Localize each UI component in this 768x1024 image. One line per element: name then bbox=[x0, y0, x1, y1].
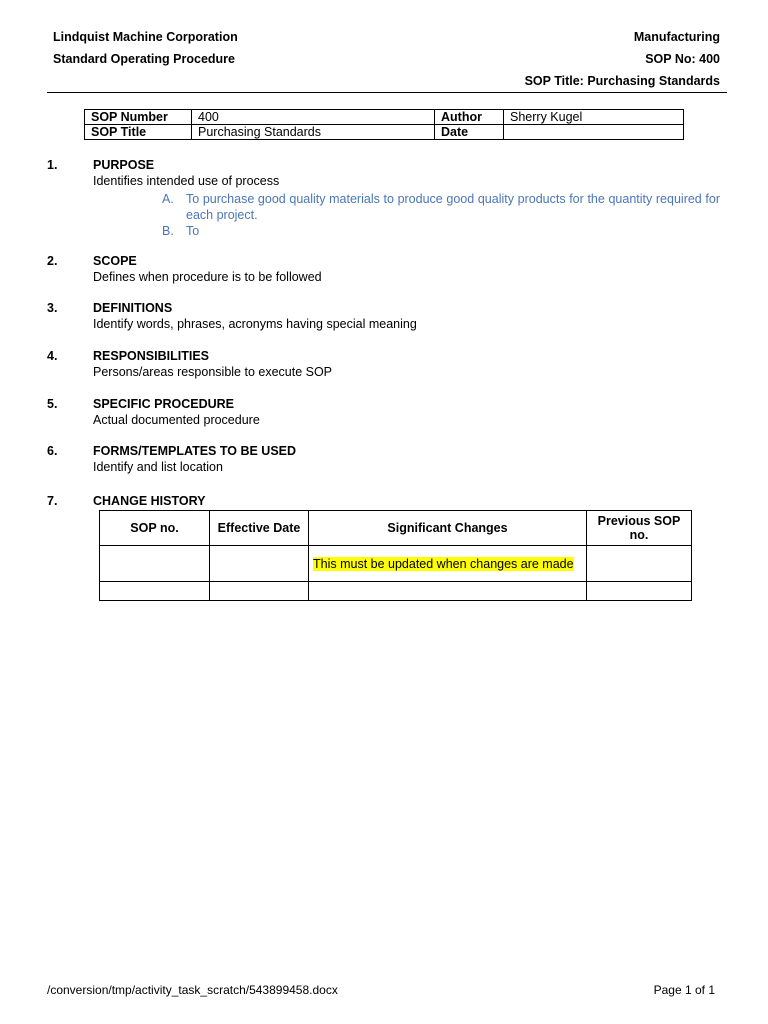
table-cell bbox=[100, 582, 210, 601]
document-type: Standard Operating Procedure bbox=[53, 52, 235, 66]
header-left bbox=[53, 30, 238, 74]
table-cell bbox=[210, 582, 309, 601]
table-cell bbox=[210, 546, 309, 582]
section-description: Identify words, phrases, acronyms having special meaning bbox=[93, 317, 417, 331]
section-title: RESPONSIBILITIES bbox=[93, 349, 209, 363]
purpose-list bbox=[162, 191, 720, 239]
section-title: PURPOSE bbox=[93, 158, 155, 172]
section-description: Actual documented procedure bbox=[93, 413, 260, 427]
sop-title-header: SOP Title: Purchasing Standards bbox=[524, 74, 720, 88]
footer-file-path: /conversion/tmp/activity_task_scratch/543899458.docx bbox=[47, 983, 338, 997]
section-number: 1. bbox=[47, 158, 58, 172]
author-label: Author bbox=[435, 110, 504, 125]
sop-title-value: Purchasing Standards bbox=[192, 125, 435, 140]
section-description: Defines when procedure is to be followed bbox=[93, 270, 322, 284]
column-header: Significant Changes bbox=[309, 511, 587, 546]
list-item bbox=[162, 191, 720, 223]
highlighted-note: This must be updated when changes are made bbox=[313, 556, 574, 571]
table-cell bbox=[587, 582, 692, 601]
section-description: Identify and list location bbox=[93, 460, 223, 474]
section-title: CHANGE HISTORY bbox=[93, 494, 206, 508]
list-item-label: A. bbox=[162, 192, 174, 206]
section-number: 3. bbox=[47, 301, 58, 315]
table-cell bbox=[309, 582, 587, 601]
section-number: 7. bbox=[47, 494, 58, 508]
table-cell bbox=[309, 546, 587, 582]
section-title: DEFINITIONS bbox=[93, 301, 173, 315]
sop-number-header: SOP No: 400 bbox=[645, 52, 720, 66]
header-divider bbox=[47, 92, 727, 93]
column-header: SOP no. bbox=[100, 511, 210, 546]
section-number: 2. bbox=[47, 254, 58, 268]
column-header: Previous SOP no. bbox=[587, 511, 692, 546]
list-item-text: To bbox=[186, 224, 200, 238]
table-cell bbox=[100, 546, 210, 582]
table-row bbox=[100, 546, 692, 582]
table-row bbox=[85, 125, 684, 140]
footer-page-number: Page 1 of 1 bbox=[653, 983, 715, 997]
list-item bbox=[162, 223, 720, 239]
company-name: Lindquist Machine Corporation bbox=[53, 30, 238, 44]
sop-title-label: SOP Title bbox=[85, 125, 192, 140]
section-number: 4. bbox=[47, 349, 58, 363]
section-number: 6. bbox=[47, 444, 58, 458]
table-row bbox=[85, 110, 684, 125]
table-header-row bbox=[100, 511, 692, 546]
date-label: Date bbox=[435, 125, 504, 140]
sop-number-value: 400 bbox=[192, 110, 435, 125]
change-history-table bbox=[99, 510, 692, 601]
section-description: Identifies intended use of process bbox=[93, 174, 280, 188]
list-item-label: B. bbox=[162, 224, 174, 238]
section-title: SCOPE bbox=[93, 254, 137, 268]
section-description: Persons/areas responsible to execute SOP bbox=[93, 365, 333, 379]
section-title: FORMS/TEMPLATES TO BE USED bbox=[93, 444, 297, 458]
table-row bbox=[100, 582, 692, 601]
column-header: Effective Date bbox=[210, 511, 309, 546]
list-item-text: To purchase good quality materials to produce good quality products for the quantity required for each project. bbox=[186, 192, 720, 222]
department: Manufacturing bbox=[633, 30, 720, 44]
table-cell bbox=[587, 546, 692, 582]
section-number: 5. bbox=[47, 397, 58, 411]
sop-info-table bbox=[84, 109, 684, 140]
date-value bbox=[504, 125, 684, 140]
author-value: Sherry Kugel bbox=[504, 110, 684, 125]
section-title: SPECIFIC PROCEDURE bbox=[93, 397, 234, 411]
header-right bbox=[525, 30, 720, 96]
sop-number-label: SOP Number bbox=[85, 110, 192, 125]
